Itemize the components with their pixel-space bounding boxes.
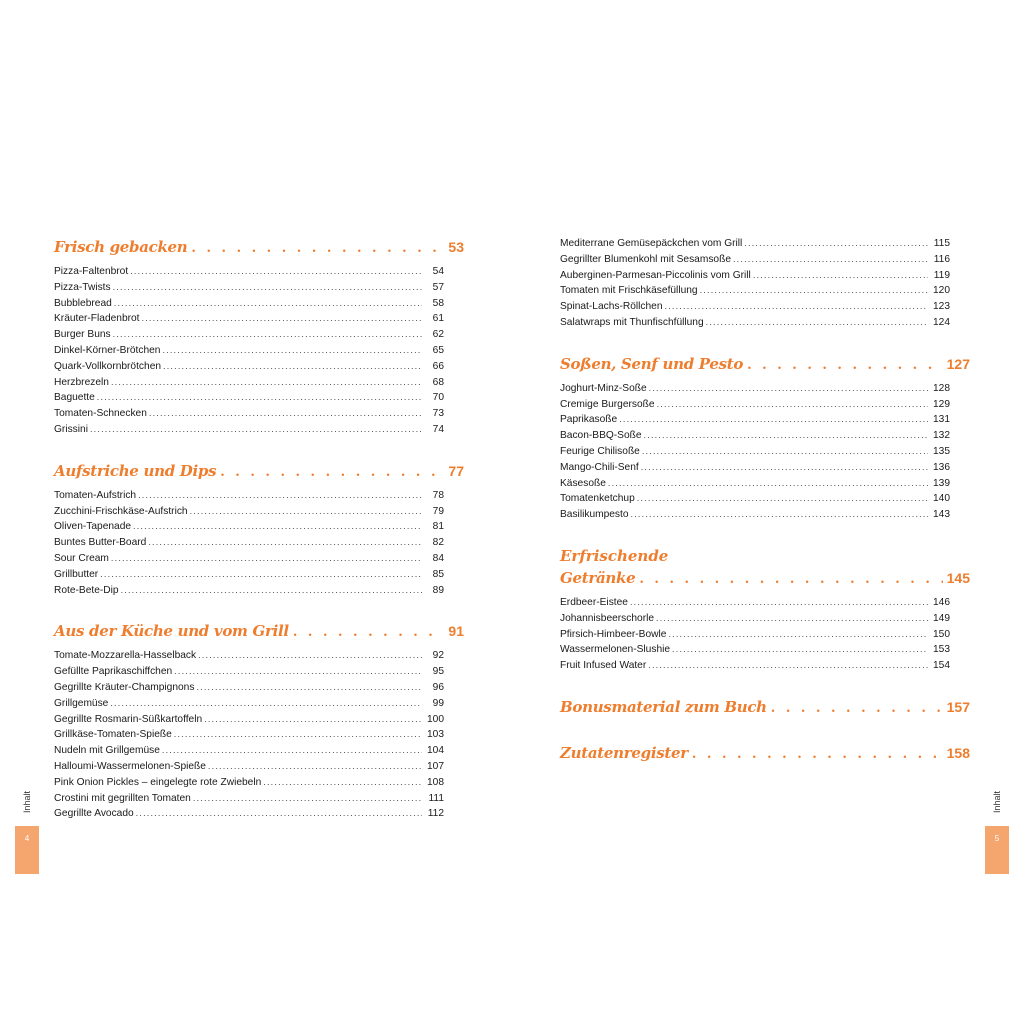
toc-entry-leader — [130, 264, 422, 280]
toc-entry-leader — [100, 567, 422, 583]
toc-entry — [560, 299, 970, 315]
toc-entry-title: Mediterrane Gemüsepäckchen vom Grill — [560, 238, 743, 249]
toc-entry — [54, 343, 464, 359]
toc-section-heading — [560, 353, 970, 377]
toc-entry-title: Pink Onion Pickles – eingelegte rote Zwiebeln — [54, 776, 262, 788]
toc-entry — [54, 806, 464, 822]
toc-entry-list — [54, 648, 464, 822]
toc-entry-page: 124 — [933, 316, 950, 328]
toc-entry — [560, 611, 970, 627]
toc-entry-page: 95 — [432, 666, 444, 678]
toc-continued-list — [560, 236, 970, 331]
toc-entry-title: Fruit Infused Water — [560, 660, 647, 672]
toc-section-title: Zutatenregister — [560, 743, 688, 762]
toc-entry-leader — [630, 595, 928, 611]
toc-section-leader — [692, 744, 943, 766]
toc-entry-title: Wassermelonen-Slushie — [560, 644, 671, 656]
toc-section-heading — [560, 742, 970, 766]
toc-entry-page: 115 — [933, 238, 950, 249]
toc-entry — [560, 507, 970, 523]
toc-section-page: 127 — [946, 355, 970, 372]
toc-entry — [54, 280, 464, 296]
toc-entry-page: 99 — [432, 697, 444, 709]
toc-entry-leader — [174, 727, 422, 743]
toc-section-leader — [220, 462, 444, 484]
toc-section-title-line1: Erfrischende — [560, 546, 669, 565]
toc-entry — [54, 406, 464, 422]
toc-entry-page: 68 — [432, 376, 444, 388]
toc-entry — [560, 283, 970, 299]
toc-entry — [560, 252, 970, 268]
toc-entry-page: 65 — [432, 344, 444, 356]
toc-entry — [560, 397, 970, 413]
toc-entry-title: Grissini — [54, 423, 88, 435]
toc-entry-page: 139 — [933, 477, 950, 489]
toc-section-heading — [560, 696, 970, 720]
toc-section — [560, 742, 970, 766]
toc-entry-page: 154 — [933, 660, 950, 672]
toc-entry-leader — [163, 359, 422, 375]
toc-entry-leader — [631, 507, 928, 523]
toc-entry-title: Basilikumpesto — [560, 509, 629, 521]
toc-entry-leader — [637, 491, 928, 507]
toc-entry-page: 116 — [933, 253, 950, 265]
right-toc-column — [560, 236, 970, 766]
toc-entry — [560, 476, 970, 492]
toc-entry — [54, 648, 464, 664]
toc-entry-leader — [608, 476, 928, 492]
toc-section-leader — [191, 238, 444, 260]
toc-entry — [560, 627, 970, 643]
toc-entry-leader — [644, 428, 928, 444]
toc-entry-leader — [190, 504, 422, 520]
toc-entry-leader — [672, 642, 928, 658]
toc-entry — [560, 642, 970, 658]
toc-entry — [54, 390, 464, 406]
toc-entry-page: 140 — [933, 493, 950, 505]
toc-entry-page: 78 — [432, 489, 444, 501]
toc-section — [560, 696, 970, 720]
toc-entry-page: 58 — [432, 297, 444, 309]
toc-entry-leader — [97, 390, 422, 406]
toc-entry — [54, 327, 464, 343]
toc-entry-title: Tomaten-Aufstrich — [54, 489, 137, 501]
toc-entry-page: 103 — [427, 729, 444, 741]
toc-entry-leader — [111, 551, 422, 567]
toc-entry-page: 128 — [933, 382, 950, 394]
toc-entry-title: Gegrillte Rosmarin-Süßkartoffeln — [54, 713, 203, 725]
toc-entry-page: 108 — [427, 776, 444, 788]
toc-entry — [560, 381, 970, 397]
toc-entry-leader — [148, 535, 422, 551]
toc-section — [54, 460, 464, 599]
toc-entry-title: Feurige Chilisoße — [560, 445, 640, 457]
toc-entry-leader — [110, 696, 422, 712]
toc-entry-page: 85 — [432, 568, 444, 580]
toc-entry-title: Dinkel-Körner-Brötchen — [54, 344, 161, 356]
toc-entry — [54, 680, 464, 696]
toc-entry — [54, 488, 464, 504]
toc-entry-leader — [263, 775, 422, 791]
toc-entry-leader — [114, 296, 422, 312]
toc-entry-title: Tomaten-Schnecken — [54, 408, 147, 420]
toc-entry-title: Tomate-Mozzarella-Hasselback — [54, 650, 197, 662]
toc-entry-title: Mango-Chili-Senf — [560, 461, 639, 473]
toc-section-leader — [293, 622, 445, 644]
toc-entry-title: Nudeln mit Grillgemüse — [54, 745, 160, 757]
toc-entry-title: Quark-Vollkornbrötchen — [54, 360, 162, 372]
toc-section-page: 77 — [448, 462, 464, 479]
toc-entry-title: Grillgemüse — [54, 697, 109, 709]
toc-entry-title: Bubblebread — [54, 297, 112, 309]
toc-entry-page: 131 — [933, 414, 950, 426]
toc-entry-leader — [113, 280, 422, 296]
toc-entry-page: 111 — [428, 792, 444, 804]
toc-entry-title: Baguette — [54, 392, 95, 404]
toc-entry-leader — [149, 406, 422, 422]
toc-entry-page: 81 — [432, 521, 444, 533]
toc-entry-page: 150 — [933, 628, 950, 640]
toc-entry-leader — [193, 791, 422, 807]
toc-entry — [54, 759, 464, 775]
toc-entry-title: Tomatenketchup — [560, 493, 635, 505]
page-number-tab-right: 5 — [985, 826, 1009, 874]
toc-entry — [54, 664, 464, 680]
toc-section-title: Getränke — [560, 568, 636, 587]
toc-entry-leader — [668, 627, 928, 643]
toc-entry — [54, 696, 464, 712]
toc-entry-title: Bacon-BBQ-Soße — [560, 430, 642, 442]
toc-section-heading — [54, 620, 464, 644]
toc-entry-title: Salatwraps mit Thunfischfüllung — [560, 316, 704, 328]
toc-entry-leader — [138, 488, 422, 504]
toc-entry-leader — [744, 236, 928, 252]
toc-entry-page: 92 — [432, 650, 444, 662]
toc-entry-page: 54 — [432, 266, 444, 277]
toc-entry-leader — [133, 519, 422, 535]
toc-entry-title: Rote-Bete-Dip — [54, 584, 119, 596]
toc-entry-title: Spinat-Lachs-Röllchen — [560, 301, 663, 313]
toc-section-title: Soßen, Senf und Pesto — [560, 354, 744, 373]
toc-entry-page: 89 — [432, 584, 444, 596]
toc-entry-leader — [162, 343, 422, 359]
toc-section-leader — [639, 569, 942, 591]
toc-entry — [560, 412, 970, 428]
toc-entry-page: 119 — [933, 269, 950, 281]
toc-entry-page: 70 — [432, 392, 444, 404]
toc-entry — [54, 583, 464, 599]
toc-entry-title: Joghurt-Minz-Soße — [560, 382, 647, 394]
toc-section-page: 53 — [448, 239, 464, 255]
toc-entry-leader — [665, 299, 929, 315]
toc-entry-page: 123 — [933, 301, 950, 313]
toc-entry-leader — [90, 422, 422, 438]
toc-entry — [54, 504, 464, 520]
toc-section — [560, 545, 970, 674]
toc-entry — [54, 359, 464, 375]
toc-entry — [54, 712, 464, 728]
toc-entry — [54, 727, 464, 743]
toc-entry-leader — [753, 268, 928, 284]
section-spacer — [560, 331, 970, 353]
toc-entry-page: 132 — [933, 430, 950, 442]
toc-section-leader — [771, 698, 943, 720]
toc-entry-leader — [111, 375, 422, 391]
toc-entry-title: Gefüllte Paprikaschiffchen — [54, 666, 173, 678]
toc-entry-page: 104 — [427, 745, 444, 757]
toc-entry-page: 100 — [427, 713, 444, 725]
toc-entry-page: 135 — [933, 445, 950, 457]
toc-entry-title: Zucchini-Frischkäse-Aufstrich — [54, 505, 188, 517]
toc-section-title: Aus der Küche und vom Grill — [54, 622, 289, 641]
toc-entry — [560, 460, 970, 476]
toc-entry-page: 146 — [933, 596, 950, 608]
toc-section-heading — [560, 567, 970, 591]
toc-entry-leader — [619, 412, 928, 428]
section-spacer — [54, 598, 464, 620]
toc-section-heading — [54, 460, 464, 484]
toc-entry-title: Johannisbeerschorle — [560, 612, 655, 624]
toc-entry-list — [54, 488, 464, 599]
section-spacer — [560, 720, 970, 742]
section-spacer — [560, 674, 970, 696]
toc-entry-title: Tomaten mit Frischkäsefüllung — [560, 285, 698, 297]
toc-entry-leader — [641, 460, 928, 476]
toc-entry-title: Pfirsich-Himbeer-Bowle — [560, 628, 667, 640]
toc-entry-leader — [700, 283, 928, 299]
toc-entry-title: Grillbutter — [54, 568, 99, 580]
toc-entry-title: Auberginen-Parmesan-Piccolinis vom Grill — [560, 269, 751, 281]
toc-entry-page: 149 — [933, 612, 950, 624]
toc-entry — [560, 428, 970, 444]
toc-entry-leader — [198, 648, 422, 664]
toc-entry-page: 129 — [933, 398, 950, 410]
toc-entry-title: Pizza-Faltenbrot — [54, 266, 129, 277]
toc-entry-list — [560, 381, 970, 523]
toc-entry-title: Halloumi-Wassermelonen-Spieße — [54, 760, 206, 772]
toc-section-page: 91 — [448, 623, 464, 640]
toc-entry-page: 120 — [933, 285, 950, 297]
toc-entry-leader — [196, 680, 422, 696]
toc-entry-page: 66 — [432, 360, 444, 372]
toc-entry-page: 96 — [432, 681, 444, 693]
toc-entry-list — [54, 264, 464, 438]
toc-entry-leader — [706, 315, 928, 331]
toc-section-title: Bonusmaterial zum Buch — [560, 697, 767, 716]
toc-entry-title: Oliven-Tapenade — [54, 521, 132, 533]
toc-entry-leader — [733, 252, 928, 268]
toc-entry-leader — [208, 759, 422, 775]
toc-entry-title: Käsesoße — [560, 477, 606, 489]
toc-entry — [560, 444, 970, 460]
toc-entry-page: 107 — [427, 760, 444, 772]
toc-entry-title: Erdbeer-Eistee — [560, 596, 628, 608]
toc-entry — [560, 268, 970, 284]
toc-entry-title: Sour Cream — [54, 552, 109, 564]
toc-section — [54, 620, 464, 822]
toc-entry-leader — [204, 712, 422, 728]
toc-entry — [54, 264, 464, 280]
toc-entry-title: Gegrillte Avocado — [54, 808, 134, 820]
toc-entry-page: 153 — [933, 644, 950, 656]
toc-entry-page: 74 — [432, 423, 444, 435]
toc-entry-page: 73 — [432, 408, 444, 420]
toc-section-heading — [54, 236, 464, 260]
toc-entry-leader — [656, 611, 928, 627]
section-spacer — [560, 523, 970, 545]
toc-entry — [560, 491, 970, 507]
toc-entry-page: 143 — [933, 509, 950, 521]
toc-entry-leader — [142, 311, 422, 327]
toc-section — [54, 236, 464, 438]
toc-entry — [54, 551, 464, 567]
side-label-left: Inhalt — [22, 790, 32, 813]
toc-entry-leader — [162, 743, 422, 759]
toc-entry-leader — [657, 397, 928, 413]
toc-entry — [54, 422, 464, 438]
toc-entry-title: Gegrillte Kräuter-Champignons — [54, 681, 195, 693]
toc-entry-title: Kräuter-Fladenbrot — [54, 313, 140, 325]
toc-entry-leader — [121, 583, 422, 599]
toc-entry — [54, 743, 464, 759]
toc-entry-leader — [642, 444, 928, 460]
toc-section-page: 145 — [946, 569, 970, 586]
toc-entry-leader — [113, 327, 422, 343]
toc-entry-title: Burger Buns — [54, 329, 111, 341]
toc-entry — [560, 658, 970, 674]
toc-entry-title: Crostini mit gegrillten Tomaten — [54, 792, 191, 804]
toc-entry — [54, 791, 464, 807]
toc-entry-page: 84 — [432, 552, 444, 564]
toc-entry-page: 57 — [432, 281, 444, 293]
toc-section-page: 157 — [946, 698, 970, 715]
toc-entry — [54, 775, 464, 791]
toc-section-page: 158 — [946, 744, 970, 761]
side-label-right: Inhalt — [992, 790, 1002, 813]
page-number-tab-left: 4 — [15, 826, 39, 874]
toc-entry — [560, 236, 970, 252]
toc-entry — [54, 311, 464, 327]
toc-entry — [54, 519, 464, 535]
toc-entry-title: Pizza-Twists — [54, 281, 111, 293]
toc-section — [560, 353, 970, 523]
toc-entry — [54, 375, 464, 391]
toc-entry-title: Buntes Butter-Board — [54, 537, 147, 549]
toc-entry-page: 136 — [933, 461, 950, 473]
toc-section-title: Aufstriche und Dips — [54, 461, 217, 480]
section-spacer — [54, 438, 464, 460]
toc-section-title: Frisch gebacken — [54, 238, 188, 256]
toc-entry-page: 62 — [432, 329, 444, 341]
toc-entry — [560, 595, 970, 611]
toc-entry-title: Herzbrezeln — [54, 376, 109, 388]
toc-entry-title: Gegrillter Blumenkohl mit Sesamsoße — [560, 253, 731, 265]
toc-entry-leader — [174, 664, 422, 680]
toc-entry-title: Grillkäse-Tomaten-Spieße — [54, 729, 172, 741]
toc-entry — [54, 535, 464, 551]
toc-section-leader — [747, 355, 943, 377]
toc-entry — [54, 567, 464, 583]
toc-entry-title: Cremige Burgersoße — [560, 398, 655, 410]
left-toc-column — [54, 236, 464, 822]
toc-entry-leader — [136, 806, 422, 822]
toc-entry-page: 61 — [432, 313, 444, 325]
toc-entry-leader — [648, 658, 928, 674]
toc-entry — [560, 315, 970, 331]
toc-entry — [54, 296, 464, 312]
toc-entry-list — [560, 595, 970, 674]
toc-entry-title: Paprikasoße — [560, 414, 618, 426]
toc-entry-page: 79 — [432, 505, 444, 517]
toc-entry-leader — [649, 381, 928, 397]
toc-entry-page: 112 — [427, 808, 444, 820]
toc-entry-page: 82 — [432, 537, 444, 549]
